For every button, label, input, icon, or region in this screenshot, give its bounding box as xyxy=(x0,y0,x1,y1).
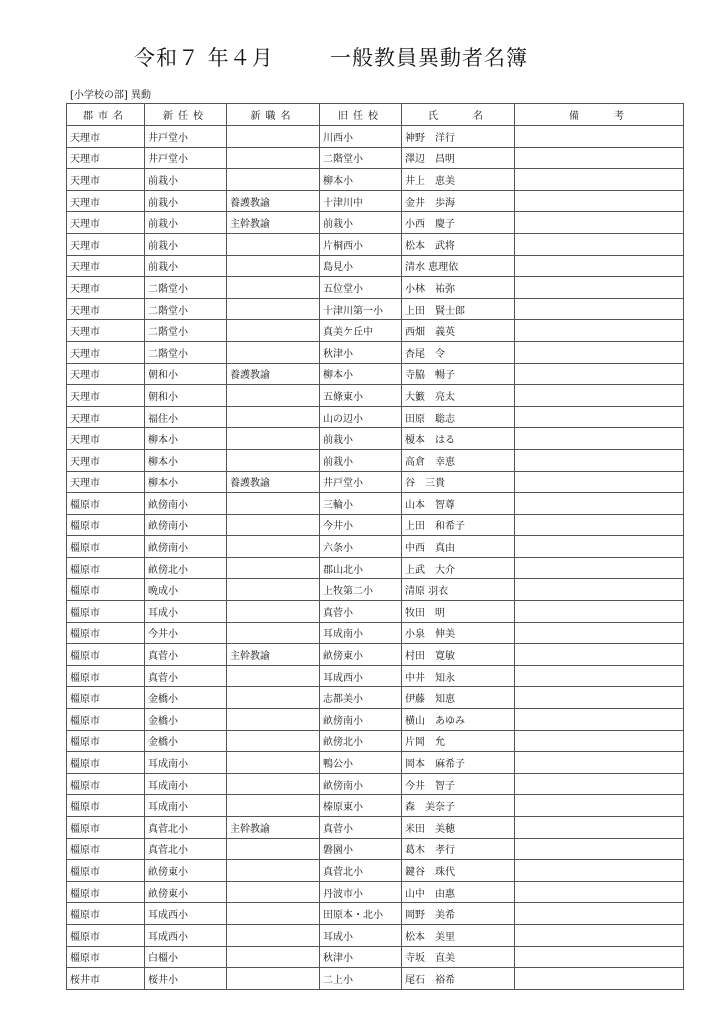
cell-new-position xyxy=(227,147,320,169)
cell-new-position xyxy=(227,924,320,946)
cell-new-position xyxy=(227,773,320,795)
cell-new-position xyxy=(227,406,320,428)
table-row xyxy=(67,126,684,148)
cell-new-position xyxy=(227,903,320,925)
cell-name: 寺脇 暢子 xyxy=(402,363,515,385)
cell-old-school: 前栽小 xyxy=(320,428,402,450)
cell-new-school: 前栽小 xyxy=(145,190,227,212)
cell-remarks xyxy=(515,817,684,839)
cell-old-school: 榛原東小 xyxy=(320,795,402,817)
cell-district: 橿原市 xyxy=(67,579,145,601)
cell-name: 松本 武将 xyxy=(402,233,515,255)
cell-new-school: 畝傍東小 xyxy=(145,860,227,882)
cell-old-school: 畝傍東小 xyxy=(320,644,402,666)
cell-district: 天理市 xyxy=(67,363,145,385)
cell-remarks xyxy=(515,924,684,946)
table-row xyxy=(67,363,684,385)
cell-district: 天理市 xyxy=(67,277,145,299)
cell-new-position xyxy=(227,601,320,623)
cell-district: 橿原市 xyxy=(67,665,145,687)
cell-old-school: 丹波市小 xyxy=(320,881,402,903)
cell-new-position xyxy=(227,126,320,148)
cell-name: 岡本 麻希子 xyxy=(402,752,515,774)
cell-old-school: 前栽小 xyxy=(320,449,402,471)
table-row xyxy=(67,514,684,536)
cell-district: 橿原市 xyxy=(67,730,145,752)
cell-name: 松本 美里 xyxy=(402,924,515,946)
table-row xyxy=(67,449,684,471)
table-row xyxy=(67,579,684,601)
table-row xyxy=(67,212,684,234)
table-row xyxy=(67,341,684,363)
cell-old-school: 上牧第二小 xyxy=(320,579,402,601)
cell-remarks xyxy=(515,406,684,428)
cell-name: 上田 賢士郎 xyxy=(402,298,515,320)
cell-name: 大籔 亮太 xyxy=(402,385,515,407)
cell-district: 橿原市 xyxy=(67,881,145,903)
cell-district: 橿原市 xyxy=(67,601,145,623)
cell-district: 橿原市 xyxy=(67,817,145,839)
cell-name: 清原 羽衣 xyxy=(402,579,515,601)
cell-new-school: 前栽小 xyxy=(145,255,227,277)
cell-new-position xyxy=(227,687,320,709)
cell-name: 澤辺 昌明 xyxy=(402,147,515,169)
cell-new-school: 晩成小 xyxy=(145,579,227,601)
cell-name: 高倉 幸恵 xyxy=(402,449,515,471)
cell-district: 橿原市 xyxy=(67,709,145,731)
cell-old-school: 畝傍北小 xyxy=(320,730,402,752)
cell-name: 神野 洋行 xyxy=(402,126,515,148)
cell-remarks xyxy=(515,298,684,320)
cell-district: 天理市 xyxy=(67,320,145,342)
cell-new-school: 耳成南小 xyxy=(145,773,227,795)
table-row xyxy=(67,644,684,666)
header-old-school: 旧任校 xyxy=(320,104,402,126)
cell-new-school: 前栽小 xyxy=(145,169,227,191)
cell-district: 橿原市 xyxy=(67,557,145,579)
table-row xyxy=(67,298,684,320)
cell-old-school: 秋津小 xyxy=(320,946,402,968)
cell-new-position xyxy=(227,579,320,601)
cell-name: 西畑 義英 xyxy=(402,320,515,342)
cell-remarks xyxy=(515,277,684,299)
cell-district: 天理市 xyxy=(67,406,145,428)
cell-new-position xyxy=(227,709,320,731)
cell-new-school: 福住小 xyxy=(145,406,227,428)
cell-new-position xyxy=(227,341,320,363)
cell-name: 清水 恵理依 xyxy=(402,255,515,277)
cell-new-position xyxy=(227,730,320,752)
table-row xyxy=(67,406,684,428)
cell-old-school: 五位堂小 xyxy=(320,277,402,299)
cell-remarks xyxy=(515,860,684,882)
cell-old-school: 今井小 xyxy=(320,514,402,536)
cell-district: 橿原市 xyxy=(67,644,145,666)
cell-district: 天理市 xyxy=(67,471,145,493)
cell-new-position xyxy=(227,795,320,817)
cell-district: 橿原市 xyxy=(67,773,145,795)
table-row xyxy=(67,385,684,407)
table-row xyxy=(67,817,684,839)
cell-new-position: 主幹教諭 xyxy=(227,644,320,666)
cell-remarks xyxy=(515,255,684,277)
cell-old-school: 六条小 xyxy=(320,536,402,558)
table-row xyxy=(67,233,684,255)
table-row xyxy=(67,190,684,212)
cell-old-school: 磐園小 xyxy=(320,838,402,860)
cell-remarks xyxy=(515,881,684,903)
cell-name: 金井 歩海 xyxy=(402,190,515,212)
cell-new-school: 朝和小 xyxy=(145,385,227,407)
title-main: 一般教員異動者名簿 xyxy=(330,46,528,70)
cell-district: 橿原市 xyxy=(67,860,145,882)
cell-remarks xyxy=(515,946,684,968)
cell-new-school: 二階堂小 xyxy=(145,298,227,320)
cell-remarks xyxy=(515,385,684,407)
cell-name: 山中 由惠 xyxy=(402,881,515,903)
cell-old-school: 十津川中 xyxy=(320,190,402,212)
cell-new-school: 真菅小 xyxy=(145,644,227,666)
cell-district: 天理市 xyxy=(67,190,145,212)
cell-name: 横山 あゆみ xyxy=(402,709,515,731)
title-date: 令和７ 年４月 xyxy=(134,46,274,70)
document-title xyxy=(0,42,724,72)
cell-new-position xyxy=(227,536,320,558)
table-row xyxy=(67,838,684,860)
cell-name: 鍵谷 珠代 xyxy=(402,860,515,882)
cell-new-position xyxy=(227,233,320,255)
cell-district: 天理市 xyxy=(67,126,145,148)
cell-name: 小林 祐弥 xyxy=(402,277,515,299)
cell-remarks xyxy=(515,622,684,644)
cell-new-position xyxy=(227,838,320,860)
table-row xyxy=(67,752,684,774)
cell-name: 今井 智子 xyxy=(402,773,515,795)
table-row xyxy=(67,903,684,925)
header-new-position: 新職名 xyxy=(227,104,320,126)
table-row xyxy=(67,665,684,687)
cell-new-position xyxy=(227,622,320,644)
cell-new-school: 井戸堂小 xyxy=(145,147,227,169)
cell-name: 森 美奈子 xyxy=(402,795,515,817)
table-row xyxy=(67,147,684,169)
cell-district: 天理市 xyxy=(67,385,145,407)
cell-new-school: 真菅北小 xyxy=(145,817,227,839)
table-row xyxy=(67,536,684,558)
cell-name: 米田 美穂 xyxy=(402,817,515,839)
table-row xyxy=(67,601,684,623)
table-row xyxy=(67,622,684,644)
cell-remarks xyxy=(515,493,684,515)
table-row xyxy=(67,881,684,903)
cell-district: 天理市 xyxy=(67,233,145,255)
cell-name: 田原 聡志 xyxy=(402,406,515,428)
cell-old-school: 畝傍南小 xyxy=(320,709,402,731)
cell-district: 桜井市 xyxy=(67,968,145,990)
cell-old-school: 秋津小 xyxy=(320,341,402,363)
cell-remarks xyxy=(515,449,684,471)
cell-remarks xyxy=(515,363,684,385)
cell-old-school: 柳本小 xyxy=(320,363,402,385)
cell-remarks xyxy=(515,320,684,342)
table-row xyxy=(67,557,684,579)
cell-new-school: 畝傍南小 xyxy=(145,514,227,536)
cell-old-school: 郡山北小 xyxy=(320,557,402,579)
cell-new-school: 柳本小 xyxy=(145,449,227,471)
cell-old-school: 川西小 xyxy=(320,126,402,148)
cell-new-school: 前栽小 xyxy=(145,212,227,234)
cell-old-school: 耳成南小 xyxy=(320,622,402,644)
cell-name: 伊藤 知恵 xyxy=(402,687,515,709)
cell-district: 橿原市 xyxy=(67,687,145,709)
cell-old-school: 真菅小 xyxy=(320,601,402,623)
cell-new-school: 耳成西小 xyxy=(145,903,227,925)
cell-remarks xyxy=(515,147,684,169)
cell-name: 山本 智尊 xyxy=(402,493,515,515)
cell-district: 橿原市 xyxy=(67,946,145,968)
cell-new-school: 朝和小 xyxy=(145,363,227,385)
cell-name: 上武 大介 xyxy=(402,557,515,579)
cell-old-school: 真菅小 xyxy=(320,817,402,839)
cell-old-school: 片桐西小 xyxy=(320,233,402,255)
cell-remarks xyxy=(515,471,684,493)
table-row xyxy=(67,255,684,277)
cell-new-school: 真菅北小 xyxy=(145,838,227,860)
table-row xyxy=(67,320,684,342)
cell-remarks xyxy=(515,536,684,558)
cell-remarks xyxy=(515,341,684,363)
cell-old-school: 真美ケ丘中 xyxy=(320,320,402,342)
cell-district: 天理市 xyxy=(67,212,145,234)
cell-new-position xyxy=(227,298,320,320)
cell-district: 橿原市 xyxy=(67,838,145,860)
cell-new-school: 井戸堂小 xyxy=(145,126,227,148)
cell-remarks xyxy=(515,190,684,212)
cell-old-school: 二階堂小 xyxy=(320,147,402,169)
cell-new-school: 二階堂小 xyxy=(145,341,227,363)
cell-remarks xyxy=(515,709,684,731)
cell-remarks xyxy=(515,773,684,795)
cell-new-school: 白橿小 xyxy=(145,946,227,968)
cell-new-school: 二階堂小 xyxy=(145,320,227,342)
cell-name: 岡野 美希 xyxy=(402,903,515,925)
cell-district: 天理市 xyxy=(67,298,145,320)
cell-new-position xyxy=(227,968,320,990)
cell-remarks xyxy=(515,730,684,752)
cell-new-school: 今井小 xyxy=(145,622,227,644)
cell-new-position: 養護教諭 xyxy=(227,471,320,493)
table-row xyxy=(67,773,684,795)
cell-old-school: 三輪小 xyxy=(320,493,402,515)
cell-name: 尾石 裕希 xyxy=(402,968,515,990)
cell-old-school: 畝傍南小 xyxy=(320,773,402,795)
table-row xyxy=(67,428,684,450)
cell-remarks xyxy=(515,795,684,817)
cell-new-position: 養護教諭 xyxy=(227,190,320,212)
table-row xyxy=(67,924,684,946)
cell-new-school: 畝傍南小 xyxy=(145,536,227,558)
cell-remarks xyxy=(515,428,684,450)
cell-name: 中西 真由 xyxy=(402,536,515,558)
cell-old-school: 田原本・北小 xyxy=(320,903,402,925)
cell-name: 村田 寛敏 xyxy=(402,644,515,666)
table-row xyxy=(67,277,684,299)
cell-district: 橿原市 xyxy=(67,622,145,644)
cell-district: 橿原市 xyxy=(67,795,145,817)
table-row xyxy=(67,795,684,817)
table-row xyxy=(67,968,684,990)
cell-name: 井上 恵美 xyxy=(402,169,515,191)
cell-name: 小西 慶子 xyxy=(402,212,515,234)
cell-district: 天理市 xyxy=(67,428,145,450)
cell-old-school: 耳成小 xyxy=(320,924,402,946)
cell-new-position xyxy=(227,752,320,774)
cell-new-school: 前栽小 xyxy=(145,233,227,255)
cell-name: 榎本 はる xyxy=(402,428,515,450)
table-body xyxy=(67,126,684,990)
cell-new-position xyxy=(227,320,320,342)
table-row xyxy=(67,946,684,968)
cell-name: 寺坂 直美 xyxy=(402,946,515,968)
cell-name: 片岡 允 xyxy=(402,730,515,752)
cell-new-position xyxy=(227,449,320,471)
header-remarks: 備 考 xyxy=(515,104,684,126)
cell-new-school: 柳本小 xyxy=(145,471,227,493)
cell-old-school: 前栽小 xyxy=(320,212,402,234)
cell-district: 橿原市 xyxy=(67,752,145,774)
cell-old-school: 鴨公小 xyxy=(320,752,402,774)
table-row xyxy=(67,169,684,191)
cell-new-school: 桜井小 xyxy=(145,968,227,990)
cell-name: 牧田 明 xyxy=(402,601,515,623)
table-row xyxy=(67,709,684,731)
cell-old-school: 二上小 xyxy=(320,968,402,990)
cell-new-position xyxy=(227,665,320,687)
cell-remarks xyxy=(515,687,684,709)
cell-name: 杏尾 令 xyxy=(402,341,515,363)
cell-remarks xyxy=(515,557,684,579)
cell-new-school: 耳成南小 xyxy=(145,795,227,817)
cell-name: 上田 和希子 xyxy=(402,514,515,536)
cell-old-school: 井戸堂小 xyxy=(320,471,402,493)
cell-new-position xyxy=(227,277,320,299)
table-row xyxy=(67,471,684,493)
header-new-school: 新任校 xyxy=(145,104,227,126)
header-district: 郡市名 xyxy=(67,104,145,126)
personnel-table xyxy=(66,103,684,990)
cell-district: 橿原市 xyxy=(67,536,145,558)
cell-new-school: 二階堂小 xyxy=(145,277,227,299)
cell-remarks xyxy=(515,212,684,234)
cell-new-position: 主幹教諭 xyxy=(227,817,320,839)
header-name: 氏 名 xyxy=(402,104,515,126)
cell-remarks xyxy=(515,601,684,623)
cell-new-school: 畝傍北小 xyxy=(145,557,227,579)
cell-name: 谷 三貴 xyxy=(402,471,515,493)
cell-name: 葛木 孝行 xyxy=(402,838,515,860)
cell-district: 天理市 xyxy=(67,147,145,169)
cell-remarks xyxy=(515,514,684,536)
cell-new-school: 耳成南小 xyxy=(145,752,227,774)
cell-new-position xyxy=(227,557,320,579)
cell-new-school: 柳本小 xyxy=(145,428,227,450)
cell-old-school: 耳成西小 xyxy=(320,665,402,687)
cell-new-position xyxy=(227,385,320,407)
table-header-row xyxy=(67,104,684,126)
cell-remarks xyxy=(515,838,684,860)
cell-remarks xyxy=(515,644,684,666)
cell-new-position: 養護教諭 xyxy=(227,363,320,385)
cell-new-school: 金橋小 xyxy=(145,709,227,731)
cell-new-position xyxy=(227,946,320,968)
cell-remarks xyxy=(515,968,684,990)
cell-district: 天理市 xyxy=(67,255,145,277)
cell-remarks xyxy=(515,579,684,601)
cell-district: 天理市 xyxy=(67,169,145,191)
cell-remarks xyxy=(515,126,684,148)
cell-new-school: 畝傍南小 xyxy=(145,493,227,515)
cell-old-school: 島見小 xyxy=(320,255,402,277)
cell-new-position xyxy=(227,493,320,515)
cell-new-school: 耳成小 xyxy=(145,601,227,623)
cell-new-school: 金橋小 xyxy=(145,730,227,752)
cell-remarks xyxy=(515,169,684,191)
cell-new-position xyxy=(227,881,320,903)
table-row xyxy=(67,860,684,882)
table-row xyxy=(67,730,684,752)
cell-new-position xyxy=(227,514,320,536)
cell-old-school: 柳本小 xyxy=(320,169,402,191)
cell-remarks xyxy=(515,903,684,925)
cell-district: 天理市 xyxy=(67,449,145,471)
cell-remarks xyxy=(515,233,684,255)
cell-district: 橿原市 xyxy=(67,514,145,536)
cell-new-position xyxy=(227,255,320,277)
cell-old-school: 志都美小 xyxy=(320,687,402,709)
cell-district: 橿原市 xyxy=(67,493,145,515)
cell-new-position: 主幹教諭 xyxy=(227,212,320,234)
cell-district: 天理市 xyxy=(67,341,145,363)
cell-new-school: 耳成西小 xyxy=(145,924,227,946)
section-label: [小学校の部] 異動 xyxy=(70,90,151,101)
cell-new-school: 真菅小 xyxy=(145,665,227,687)
cell-new-school: 畝傍東小 xyxy=(145,881,227,903)
cell-new-position xyxy=(227,860,320,882)
cell-district: 橿原市 xyxy=(67,924,145,946)
cell-old-school: 十津川第一小 xyxy=(320,298,402,320)
cell-remarks xyxy=(515,752,684,774)
cell-district: 橿原市 xyxy=(67,903,145,925)
table-row xyxy=(67,687,684,709)
cell-new-position xyxy=(227,169,320,191)
cell-old-school: 真菅北小 xyxy=(320,860,402,882)
cell-remarks xyxy=(515,665,684,687)
cell-name: 小泉 伸美 xyxy=(402,622,515,644)
table-row xyxy=(67,493,684,515)
cell-new-school: 金橋小 xyxy=(145,687,227,709)
cell-name: 中井 知永 xyxy=(402,665,515,687)
cell-old-school: 五條東小 xyxy=(320,385,402,407)
cell-old-school: 山の辺小 xyxy=(320,406,402,428)
cell-new-position xyxy=(227,428,320,450)
